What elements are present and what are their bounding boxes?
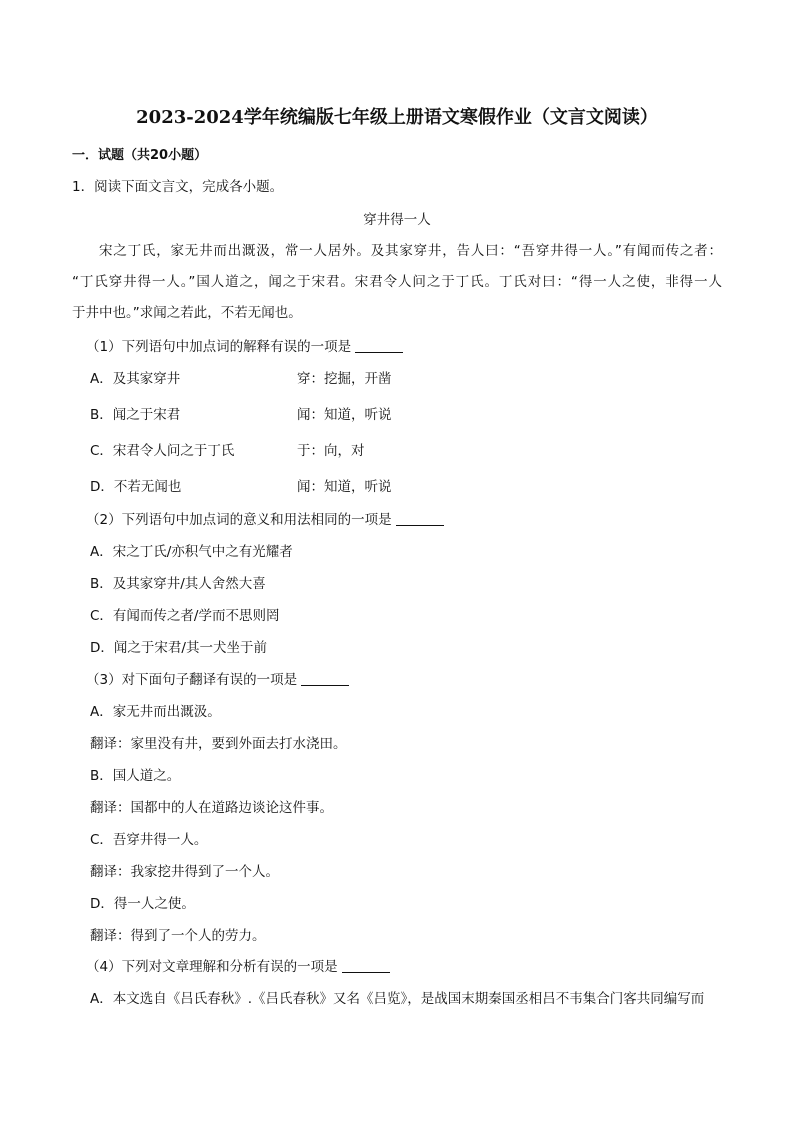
- passage-title: 穿井得一人: [363, 212, 431, 228]
- sub1-option-c-label: C．宋君令人问之于丁氏: [90, 443, 235, 459]
- passage-line-1: 宋之丁氏，家无井而出溉汲，常一人居外。及其家穿井，告人曰：“吾穿井得一人。”有闻而传之者：: [99, 243, 722, 259]
- sub-question-1-stem: [86, 337, 403, 357]
- answer-blank[interactable]: [396, 511, 444, 526]
- sub1-option-b-label: B．闻之于宋君: [90, 407, 181, 423]
- sub2-option-b: B．及其家穿井/其人舍然大喜: [90, 576, 266, 592]
- answer-blank[interactable]: [342, 958, 390, 973]
- passage-line-3: 于井中也。”求闻之若此，不若无闻也。: [72, 305, 302, 321]
- sub3-option-a: A．家无井而出溉汲。: [90, 704, 221, 720]
- sub1-option-d-label: D．不若无闻也: [90, 479, 182, 495]
- sub2-option-d: D．闻之于宋君/其一犬坐于前: [90, 640, 267, 656]
- sub3-translation-a: 翻译：家里没有井，要到外面去打水浇田。: [90, 736, 347, 752]
- sub3-option-b: B．国人道之。: [90, 768, 181, 784]
- sub1-option-b-meaning: 闻：知道，听说: [297, 407, 392, 423]
- sub3-option-d: D．得一人之使。: [90, 896, 195, 912]
- sub2-option-a: A．宋之丁氏/亦积气中之有光耀者: [90, 544, 293, 560]
- sub3-option-c: C．吾穿井得一人。: [90, 832, 208, 848]
- sub1-option-a-label: A．及其家穿井: [90, 371, 181, 387]
- sub1-option-c-meaning: 于：向，对: [297, 443, 365, 459]
- sub3-translation-c: 翻译：我家挖井得到了一个人。: [90, 864, 279, 880]
- sub3-translation-d: 翻译：得到了一个人的劳力。: [90, 928, 266, 944]
- question-1-intro: 1．阅读下面文言文，完成各小题。: [72, 179, 284, 195]
- sub2-option-c: C．有闻而传之者/学而不思则罔: [90, 608, 280, 624]
- sub-question-2-stem: [86, 510, 444, 530]
- answer-blank[interactable]: [355, 338, 403, 353]
- sub3-translation-b: 翻译：国都中的人在道路边谈论这件事。: [90, 800, 333, 816]
- sub1-option-d-meaning: 闻：知道，听说: [297, 479, 392, 495]
- sub-question-1-text: （1）下列语句中加点词的解释有误的一项是: [86, 339, 352, 355]
- answer-blank[interactable]: [301, 671, 349, 686]
- section-heading: 一．试题（共20小题）: [72, 148, 208, 163]
- document-title: 2023-2024学年统编版七年级上册语文寒假作业（文言文阅读）: [136, 107, 658, 128]
- sub-question-4-stem: [86, 957, 390, 977]
- sub-question-3-stem: [86, 670, 349, 690]
- sub-question-2-text: （2）下列语句中加点词的意义和用法相同的一项是: [86, 512, 392, 528]
- passage-line-2: “丁氏穿井得一人。”国人道之，闻之于宋君。宋君令人问之于丁氏。丁氏对曰：“得一人之使，非得一人: [72, 274, 722, 290]
- sub-question-4-text: （4）下列对文章理解和分析有误的一项是: [86, 959, 338, 975]
- sub4-option-a: A．本文选自《吕氏春秋》.《吕氏春秋》又名《吕览》，是战国末期秦国丞相吕不韦集合门客共同编写而: [90, 991, 705, 1007]
- sub-question-3-text: （3）对下面句子翻译有误的一项是: [86, 672, 298, 688]
- sub1-option-a-meaning: 穿：挖掘，开凿: [297, 371, 392, 387]
